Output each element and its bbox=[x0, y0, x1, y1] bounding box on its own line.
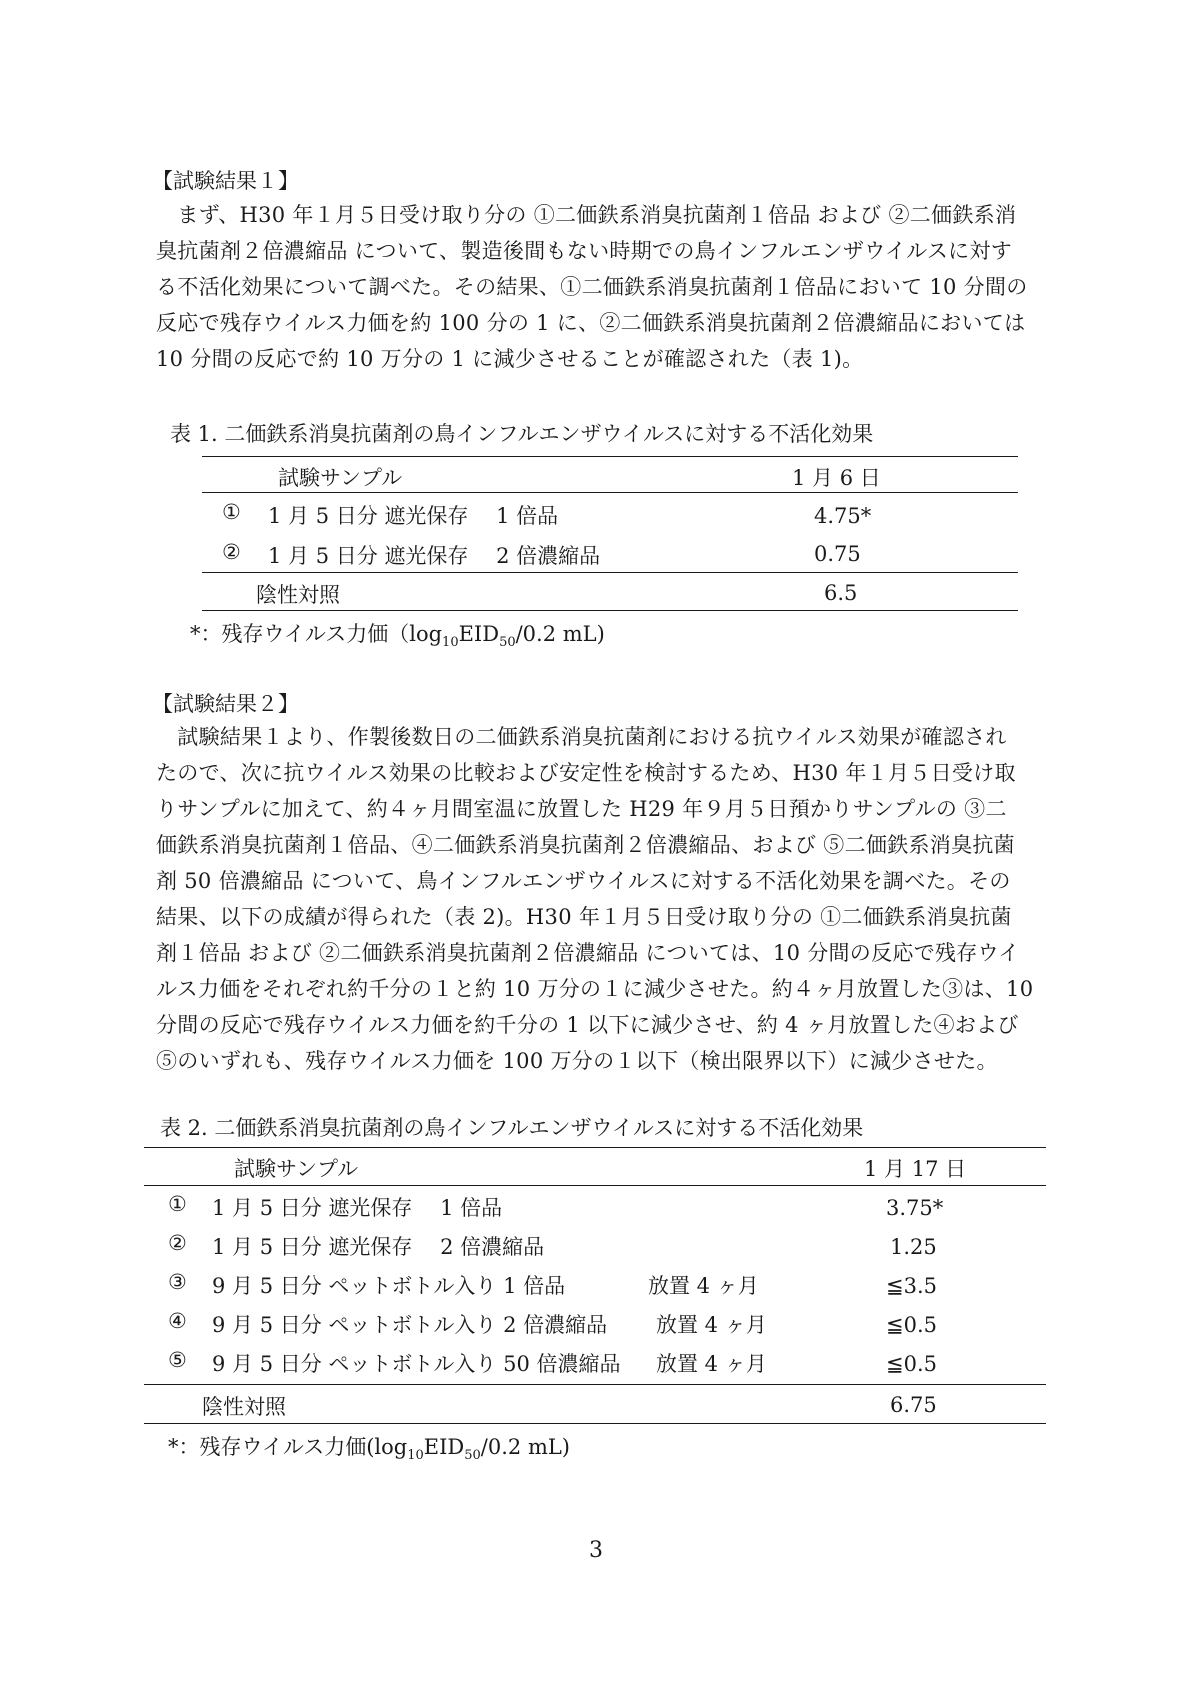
footnote-subscript: 10 bbox=[407, 1448, 424, 1464]
table2-header-date: 1 月 17 日 bbox=[864, 1157, 967, 1181]
table1-row-value: 0.75 bbox=[814, 542, 861, 566]
table1-control-label: 陰性対照 bbox=[256, 583, 340, 607]
table2-row-sample: 9 月 5 日分 ペットボトル入り 1 倍品 bbox=[212, 1274, 566, 1298]
paragraph-line: る不活化効果について調べた。その結果、①二価鉄系消臭抗菌剤１倍品において 10 分間の bbox=[156, 275, 1028, 299]
table1-bottom-rule bbox=[202, 610, 1018, 611]
table2-control-label: 陰性対照 bbox=[202, 1395, 286, 1419]
table2-row-value: ≦0.5 bbox=[886, 1352, 937, 1376]
footnote-prefix: *：残存ウイルス力価(log bbox=[168, 1435, 408, 1459]
table1-row-number: ① bbox=[222, 500, 241, 524]
table1-caption: 表 1. 二価鉄系消臭抗菌剤の鳥インフルエンザウイルスに対する不活化効果 bbox=[170, 422, 874, 446]
table2-row-number: ④ bbox=[168, 1309, 187, 1333]
paragraph-line: 分間の反応で残存ウイルス力価を約千分の 1 以下に減少させ、約 4 ヶ月放置した④および bbox=[156, 1013, 1019, 1037]
paragraph-line: 価鉄系消臭抗菌剤１倍品、④二価鉄系消臭抗菌剤２倍濃縮品、および ⑤二価鉄系消臭抗菌 bbox=[156, 833, 1015, 857]
table1-row-number: ② bbox=[222, 540, 241, 564]
table2-control-rule bbox=[144, 1384, 1046, 1385]
footnote-subscript: 50 bbox=[464, 1448, 481, 1464]
page-number: 3 bbox=[589, 1538, 603, 1563]
section2-heading: 【試験結果２】 bbox=[152, 692, 299, 716]
table2-row-number: ⑤ bbox=[168, 1348, 187, 1372]
table2-header-rule bbox=[144, 1185, 1046, 1186]
table2-control-value: 6.75 bbox=[890, 1393, 937, 1417]
section1-paragraph bbox=[156, 197, 1056, 377]
table2-row-extra: 放置 4 ヶ月 bbox=[656, 1313, 767, 1337]
table1-row-value: 4.75* bbox=[814, 504, 872, 528]
paragraph-line: ルス力価をそれぞれ約千分の１と約 10 万分の１に減少させた。約４ヶ月放置した③は、10 bbox=[156, 977, 1034, 1001]
table1-row-sample: 1 月 5 日分 遮光保存 1 倍品 bbox=[268, 504, 559, 528]
section2-paragraph bbox=[156, 719, 1056, 1079]
paragraph-line: 臭抗菌剤２倍濃縮品 について、製造後間もない時期での鳥インフルエンザウイルスに対す bbox=[156, 239, 1013, 263]
table1-footnote bbox=[190, 618, 605, 650]
table1-header-sample: 試験サンプル bbox=[278, 466, 403, 490]
table1-header-date: 1 月 6 日 bbox=[792, 466, 881, 490]
table2-row-sample: 9 月 5 日分 ペットボトル入り 2 倍濃縮品 bbox=[212, 1313, 608, 1337]
table1-header-rule bbox=[202, 492, 1018, 493]
table2-row-value: 3.75* bbox=[886, 1196, 944, 1220]
table2-row-extra: 放置 4 ヶ月 bbox=[648, 1274, 759, 1298]
table1-control-rule bbox=[202, 572, 1018, 573]
footnote-mid: EID bbox=[423, 1435, 465, 1459]
paragraph-line: たので、次に抗ウイルス効果の比較および安定性を検討するため、H30 年１月５日受け取 bbox=[156, 761, 1016, 785]
footnote-subscript: 50 bbox=[499, 635, 516, 651]
footnote-suffix: /0.2 mL) bbox=[480, 1435, 570, 1459]
table2-caption: 表 2. 二価鉄系消臭抗菌剤の鳥インフルエンザウイルスに対する不活化効果 bbox=[160, 1116, 864, 1140]
section1-heading: 【試験結果１】 bbox=[152, 169, 299, 193]
paragraph-line: まず、H30 年１月５日受け取り分の ①二価鉄系消臭抗菌剤１倍品 および ②二価鉄系消 bbox=[156, 203, 1017, 227]
table2-row-sample: 1 月 5 日分 遮光保存 1 倍品 bbox=[212, 1196, 503, 1220]
paragraph-line: 結果、以下の成績が得られた（表 2)。H30 年１月５日受け取り分の ①二価鉄系消臭抗菌 bbox=[156, 905, 1012, 929]
paragraph-line: りサンプルに加えて、約４ヶ月間室温に放置した H29 年９月５日預かりサンプルの ③二 bbox=[156, 797, 1007, 821]
table2-row-number: ① bbox=[168, 1192, 187, 1216]
paragraph-line: ⑤のいずれも、残存ウイルス力価を 100 万分の１以下（検出限界以下）に減少させた。 bbox=[156, 1049, 998, 1073]
table1-control-value: 6.5 bbox=[824, 581, 858, 605]
paragraph-line: 試験結果１より、作製後数日の二価鉄系消臭抗菌剤における抗ウイルス効果が確認され bbox=[156, 725, 1007, 749]
footnote-mid: EID bbox=[458, 622, 500, 646]
table2-footnote bbox=[168, 1431, 570, 1463]
table2-bottom-rule bbox=[144, 1423, 1046, 1424]
table1-top-rule bbox=[202, 456, 1018, 457]
footnote-subscript: 10 bbox=[442, 635, 459, 651]
table2-header-sample: 試験サンプル bbox=[234, 1157, 359, 1181]
table2-top-rule bbox=[144, 1147, 1046, 1148]
paragraph-line: 反応で残存ウイルス力価を約 100 分の 1 に、②二価鉄系消臭抗菌剤２倍濃縮品においては bbox=[156, 311, 1026, 335]
table2-row-value: ≦3.5 bbox=[886, 1274, 937, 1298]
paragraph-line: 剤 50 倍濃縮品 について、鳥インフルエンザウイルスに対する不活化効果を調べた。その bbox=[156, 869, 1011, 893]
table1-row-sample: 1 月 5 日分 遮光保存 2 倍濃縮品 bbox=[268, 544, 601, 568]
table2-row-value: 1.25 bbox=[890, 1235, 937, 1259]
table2-row-sample: 9 月 5 日分 ペットボトル入り 50 倍濃縮品 bbox=[212, 1352, 621, 1376]
footnote-prefix: *：残存ウイルス力価（log bbox=[190, 622, 443, 646]
table2-row-number: ② bbox=[168, 1231, 187, 1255]
paragraph-line: 剤１倍品 および ②二価鉄系消臭抗菌剤２倍濃縮品 については、10 分間の反応で残存ウイ bbox=[156, 941, 1020, 965]
table2-row-sample: 1 月 5 日分 遮光保存 2 倍濃縮品 bbox=[212, 1235, 545, 1259]
table2-row-value: ≦0.5 bbox=[886, 1313, 937, 1337]
table2-row-number: ③ bbox=[168, 1270, 187, 1294]
footnote-suffix: /0.2 mL) bbox=[515, 622, 605, 646]
table2-row-extra: 放置 4 ヶ月 bbox=[656, 1352, 767, 1376]
paragraph-line: 10 分間の反応で約 10 万分の 1 に減少させることが確認された（表 1)。 bbox=[156, 347, 864, 371]
